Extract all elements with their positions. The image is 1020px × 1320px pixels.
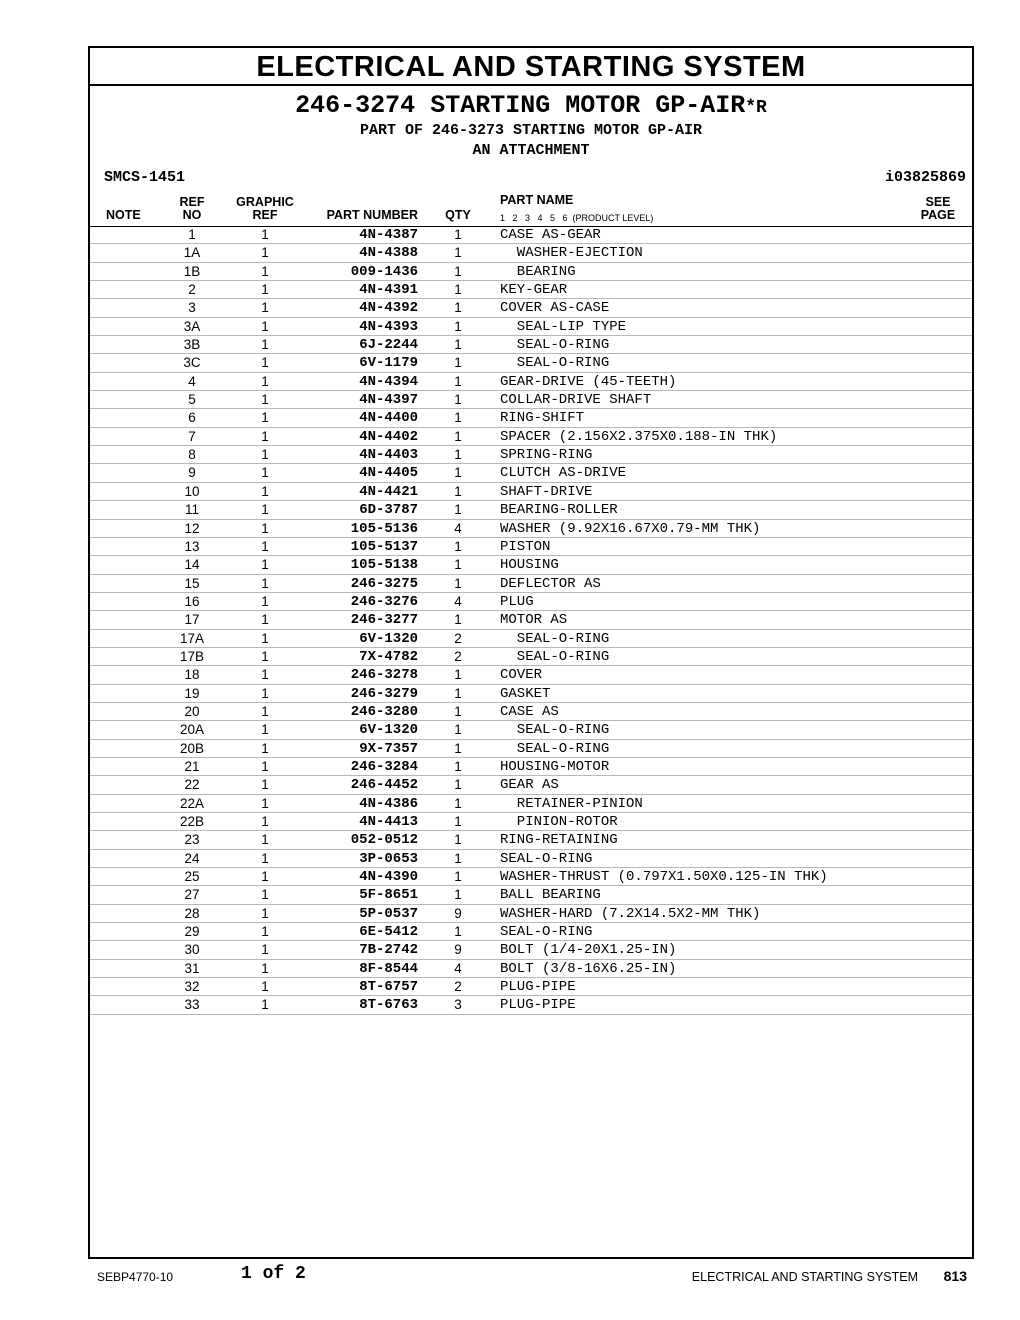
- table-row: [90, 886, 972, 904]
- part-number-cell: 8F-8544: [359, 960, 418, 977]
- qty-cell: 1: [454, 777, 462, 793]
- part-name-cell: WASHER-HARD (7.2X14.5X2-MM THK): [500, 905, 761, 922]
- part-name-cell: CASE AS: [500, 703, 559, 720]
- part-number-cell: 4N-4393: [359, 318, 418, 335]
- part-number-cell: 5P-0537: [359, 905, 418, 922]
- part-name-cell: PISTON: [500, 538, 551, 555]
- part-number-cell: 246-3284: [350, 758, 418, 775]
- ref-no-cell: 24: [184, 850, 200, 866]
- part-number-cell: 4N-4403: [359, 447, 418, 464]
- part-number-cell: 4N-4391: [359, 282, 418, 299]
- ref-no-cell: 30: [184, 942, 200, 958]
- qty-cell: 1: [454, 557, 462, 573]
- part-number-cell: 105-5138: [350, 557, 418, 574]
- qty-cell: 1: [454, 465, 462, 481]
- ref-no-cell: 23: [184, 832, 200, 848]
- graphic-ref-cell: 1: [261, 997, 269, 1013]
- qty-cell: 9: [454, 905, 462, 921]
- table-row: [90, 630, 972, 648]
- part-name-cell: WASHER-EJECTION: [500, 245, 643, 262]
- graphic-ref-cell: 1: [261, 227, 269, 242]
- table-row: [90, 281, 972, 299]
- qty-cell: 1: [454, 447, 462, 463]
- table-row: [90, 923, 972, 941]
- part-number-cell: 6J-2244: [359, 337, 418, 354]
- part-name-cell: PLUG: [500, 593, 534, 610]
- ref-no-cell: 17B: [179, 648, 205, 664]
- qty-cell: 1: [454, 227, 462, 242]
- ref-no-cell: 18: [184, 667, 200, 683]
- part-number-cell: 4N-4421: [359, 483, 418, 500]
- part-number-cell: 009-1436: [350, 263, 418, 280]
- qty-cell: 1: [454, 887, 462, 903]
- col-part-number: PART NUMBER: [326, 208, 418, 222]
- graphic-ref-cell: 1: [261, 648, 269, 664]
- ref-no-cell: 3A: [183, 318, 201, 334]
- graphic-ref-cell: 1: [261, 942, 269, 958]
- footer-system: ELECTRICAL AND STARTING SYSTEM: [691, 1270, 918, 1284]
- col-ref: [162, 196, 222, 222]
- part-name-cell: SEAL-O-RING: [500, 850, 593, 867]
- parts-table-body: [90, 226, 972, 1015]
- part-number-cell: 3P-0653: [359, 850, 418, 867]
- graphic-ref-cell: 1: [261, 850, 269, 866]
- qty-cell: 1: [454, 685, 462, 701]
- graphic-ref-cell: 1: [261, 300, 269, 316]
- ref-no-cell: 1: [188, 227, 196, 242]
- table-row: [90, 483, 972, 501]
- part-number-cell: 4N-4402: [359, 428, 418, 445]
- part-name-cell: RING-RETAINING: [500, 832, 618, 849]
- group-name: STARTING MOTOR GP-AIR: [430, 91, 746, 120]
- ref-no-cell: 22: [184, 777, 200, 793]
- qty-cell: 4: [454, 520, 462, 536]
- table-row: [90, 244, 972, 262]
- table-row: [90, 464, 972, 482]
- illustration-id: i03825869: [884, 169, 966, 186]
- qty-cell: 1: [454, 667, 462, 683]
- ref-no-cell: 4: [188, 373, 196, 389]
- graphic-ref-cell: 1: [261, 428, 269, 444]
- part-number-cell: 6E-5412: [359, 924, 418, 941]
- part-name-cell: DEFLECTOR AS: [500, 575, 601, 592]
- ref-no-cell: 5: [188, 392, 196, 408]
- table-row: [90, 960, 972, 978]
- qty-cell: 1: [454, 795, 462, 811]
- part-number-cell: 246-3276: [350, 593, 418, 610]
- part-number-cell: 8T-6763: [359, 997, 418, 1014]
- ref-no-cell: 1A: [183, 245, 201, 261]
- graphic-ref-cell: 1: [261, 557, 269, 573]
- part-name-cell: SPRING-RING: [500, 447, 593, 464]
- qty-cell: 1: [454, 410, 462, 426]
- table-row: [90, 446, 972, 464]
- part-number-cell: 246-3280: [350, 703, 418, 720]
- ref-no-cell: 16: [184, 593, 200, 609]
- col-graphic: [230, 196, 300, 222]
- ref-no-cell: 27: [184, 887, 200, 903]
- qty-cell: 1: [454, 814, 462, 829]
- graphic-ref-cell: 1: [261, 887, 269, 903]
- graphic-ref-cell: 1: [261, 337, 269, 353]
- part-name-cell: BEARING-ROLLER: [500, 502, 618, 519]
- qty-cell: 2: [454, 979, 462, 995]
- part-name-cell: COLLAR-DRIVE SHAFT: [500, 392, 652, 409]
- table-row: [90, 336, 972, 354]
- graphic-ref-cell: 1: [261, 795, 269, 811]
- graphic-ref-cell: 1: [261, 905, 269, 921]
- qty-cell: 1: [454, 703, 462, 719]
- qty-cell: 1: [454, 575, 462, 591]
- table-row: [90, 776, 972, 794]
- part-number-cell: 246-3278: [350, 667, 418, 684]
- table-row: [90, 703, 972, 721]
- page-number: 813: [943, 1268, 967, 1284]
- table-row: [90, 501, 972, 519]
- qty-cell: 2: [454, 630, 462, 646]
- part-number-cell: 6V-1179: [359, 355, 418, 372]
- part-number-cell: 052-0512: [350, 832, 418, 849]
- table-row: [90, 905, 972, 923]
- part-number-cell: 7B-2742: [359, 942, 418, 959]
- part-name-cell: SEAL-O-RING: [500, 648, 610, 665]
- part-name-cell: WASHER-THRUST (0.797X1.50X0.125-IN THK): [500, 869, 828, 886]
- table-row: [90, 795, 972, 813]
- qty-cell: 1: [454, 318, 462, 334]
- ref-no-cell: 17A: [179, 630, 205, 646]
- qty-cell: 1: [454, 483, 462, 499]
- table-row: [90, 556, 972, 574]
- table-row: [90, 226, 972, 244]
- part-number-cell: 4N-4394: [359, 373, 418, 390]
- part-name-cell: PLUG-PIPE: [500, 997, 576, 1014]
- part-of-line: PART OF 246-3273 STARTING MOTOR GP-AIR: [359, 122, 703, 139]
- table-row: [90, 813, 972, 831]
- part-number-cell: 246-3279: [350, 685, 418, 702]
- part-name-cell: COVER AS-CASE: [500, 300, 610, 317]
- ref-no-cell: 29: [184, 924, 200, 940]
- ref-no-cell: 22B: [179, 814, 205, 829]
- group-title: [90, 92, 972, 122]
- ref-no-cell: 19: [184, 685, 200, 701]
- qty-cell: 4: [454, 593, 462, 609]
- qty-cell: 1: [454, 612, 462, 628]
- qty-cell: 1: [454, 740, 462, 756]
- part-name-cell: SEAL-LIP TYPE: [500, 318, 627, 335]
- table-row: [90, 409, 972, 427]
- col-see-page: [908, 196, 968, 222]
- parts-list-frame: [88, 46, 974, 1259]
- qty-cell: 1: [454, 337, 462, 353]
- col-graphic-bottom: REF: [252, 208, 278, 222]
- qty-cell: 1: [454, 722, 462, 738]
- part-number-cell: 246-3275: [350, 575, 418, 592]
- table-row: [90, 666, 972, 684]
- qty-cell: 3: [454, 997, 462, 1013]
- table-row: [90, 978, 972, 996]
- col-ref-bottom: NO: [182, 208, 202, 222]
- graphic-ref-cell: 1: [261, 814, 269, 829]
- table-row: [90, 648, 972, 666]
- part-number-cell: 105-5136: [350, 520, 418, 537]
- ref-no-cell: 3B: [183, 337, 201, 353]
- smcs-code: SMCS-1451: [104, 169, 186, 186]
- graphic-ref-cell: 1: [261, 483, 269, 499]
- col-qty: QTY: [445, 208, 471, 222]
- graphic-ref-cell: 1: [261, 777, 269, 793]
- graphic-ref-cell: 1: [261, 502, 269, 518]
- qty-cell: 1: [454, 300, 462, 316]
- graphic-ref-cell: 1: [261, 685, 269, 701]
- page-of: 1 of 2: [241, 1264, 306, 1284]
- graphic-ref-cell: 1: [261, 667, 269, 683]
- graphic-ref-cell: 1: [261, 263, 269, 279]
- ref-no-cell: 12: [184, 520, 200, 536]
- qty-cell: 1: [454, 428, 462, 444]
- table-row: [90, 850, 972, 868]
- table-row: [90, 354, 972, 372]
- part-name-cell: SEAL-O-RING: [500, 924, 593, 941]
- graphic-ref-cell: 1: [261, 593, 269, 609]
- qty-cell: 1: [454, 245, 462, 261]
- ref-no-cell: 32: [184, 979, 200, 995]
- qty-cell: 1: [454, 538, 462, 554]
- part-name-cell: SEAL-O-RING: [500, 722, 610, 739]
- part-name-cell: CASE AS-GEAR: [500, 227, 601, 243]
- graphic-ref-cell: 1: [261, 832, 269, 848]
- qty-cell: 1: [454, 869, 462, 885]
- part-name-cell: SEAL-O-RING: [500, 337, 610, 354]
- graphic-ref-cell: 1: [261, 630, 269, 646]
- graphic-ref-cell: 1: [261, 924, 269, 940]
- table-row: [90, 721, 972, 739]
- graphic-ref-cell: 1: [261, 318, 269, 334]
- ref-no-cell: 20: [184, 703, 200, 719]
- part-name-cell: SEAL-O-RING: [500, 355, 610, 372]
- part-name-cell: MOTOR AS: [500, 612, 568, 629]
- part-name-cell: SPACER (2.156X2.375X0.188-IN THK): [500, 428, 778, 445]
- graphic-ref-cell: 1: [261, 392, 269, 408]
- part-number-cell: 4N-4388: [359, 245, 418, 262]
- ref-no-cell: 28: [184, 905, 200, 921]
- part-name-cell: GASKET: [500, 685, 551, 702]
- graphic-ref-cell: 1: [261, 447, 269, 463]
- col-note: NOTE: [106, 208, 141, 222]
- part-name-cell: COVER: [500, 667, 543, 684]
- qty-cell: 1: [454, 282, 462, 298]
- table-row: [90, 868, 972, 886]
- part-number-cell: 5F-8651: [359, 887, 418, 904]
- ref-no-cell: 15: [184, 575, 200, 591]
- table-row: [90, 593, 972, 611]
- ref-no-cell: 8: [188, 447, 196, 463]
- graphic-ref-cell: 1: [261, 520, 269, 536]
- graphic-ref-cell: 1: [261, 575, 269, 591]
- part-name-cell: SEAL-O-RING: [500, 740, 610, 757]
- graphic-ref-cell: 1: [261, 373, 269, 389]
- qty-cell: 1: [454, 355, 462, 371]
- table-row: [90, 685, 972, 703]
- part-name-cell: HOUSING-MOTOR: [500, 758, 610, 775]
- graphic-ref-cell: 1: [261, 740, 269, 756]
- ref-no-cell: 14: [184, 557, 200, 573]
- ref-no-cell: 22A: [179, 795, 205, 811]
- table-row: [90, 611, 972, 629]
- part-number-cell: 4N-4390: [359, 869, 418, 886]
- qty-cell: 1: [454, 758, 462, 774]
- part-name-cell: BOLT (3/8-16X6.25-IN): [500, 960, 677, 977]
- part-number-cell: 6D-3787: [359, 502, 418, 519]
- qty-cell: 1: [454, 502, 462, 518]
- part-number-cell: 8T-6757: [359, 979, 418, 996]
- table-row: [90, 263, 972, 281]
- part-name-cell: BOLT (1/4-20X1.25-IN): [500, 942, 677, 959]
- col-ref-top: REF: [179, 195, 205, 209]
- qty-cell: 1: [454, 392, 462, 408]
- table-row: [90, 831, 972, 849]
- col-product-level: 1 2 3 4 5 6 (PRODUCT LEVEL): [500, 213, 654, 223]
- table-row: [90, 299, 972, 317]
- part-number-cell: 7X-4782: [359, 648, 418, 665]
- ref-no-cell: 7: [188, 428, 196, 444]
- col-graphic-top: GRAPHIC: [236, 195, 294, 209]
- table-row: [90, 575, 972, 593]
- table-row: [90, 318, 972, 336]
- graphic-ref-cell: 1: [261, 355, 269, 371]
- system-title: ELECTRICAL AND STARTING SYSTEM: [90, 48, 972, 86]
- graphic-ref-cell: 1: [261, 465, 269, 481]
- graphic-ref-cell: 1: [261, 869, 269, 885]
- ref-no-cell: 25: [184, 869, 200, 885]
- part-name-cell: RETAINER-PINION: [500, 795, 643, 812]
- attachment-line: AN ATTACHMENT: [472, 142, 590, 159]
- qty-cell: 2: [454, 648, 462, 664]
- part-name-cell: SHAFT-DRIVE: [500, 483, 593, 500]
- table-row: [90, 520, 972, 538]
- ref-no-cell: 9: [188, 465, 196, 481]
- part-number-cell: 4N-4387: [359, 227, 418, 243]
- part-number-cell: 4N-4392: [359, 300, 418, 317]
- qty-cell: 1: [454, 373, 462, 389]
- part-name-cell: KEY-GEAR: [500, 282, 568, 299]
- ref-no-cell: 6: [188, 410, 196, 426]
- part-number-cell: 6V-1320: [359, 630, 418, 647]
- part-number-cell: 4N-4397: [359, 392, 418, 409]
- group-suffix: *R: [745, 98, 767, 118]
- col-see-top: SEE: [925, 195, 951, 209]
- graphic-ref-cell: 1: [261, 703, 269, 719]
- group-number: 246-3274: [295, 91, 416, 120]
- part-number-cell: 4N-4386: [359, 795, 418, 812]
- graphic-ref-cell: 1: [261, 960, 269, 976]
- ref-no-cell: 13: [184, 538, 200, 554]
- ref-no-cell: 31: [184, 960, 200, 976]
- col-part-name: PART NAME: [500, 193, 574, 207]
- col-see-bottom: PAGE: [920, 208, 956, 222]
- graphic-ref-cell: 1: [261, 979, 269, 995]
- part-number-cell: 6V-1320: [359, 722, 418, 739]
- table-row: [90, 758, 972, 776]
- qty-cell: 1: [454, 832, 462, 848]
- graphic-ref-cell: 1: [261, 722, 269, 738]
- ref-no-cell: 21: [184, 758, 200, 774]
- part-name-cell: GEAR AS: [500, 777, 559, 794]
- ref-no-cell: 3C: [183, 355, 201, 371]
- table-row: [90, 740, 972, 758]
- ref-no-cell: 20B: [179, 740, 205, 756]
- graphic-ref-cell: 1: [261, 410, 269, 426]
- table-row: [90, 391, 972, 409]
- graphic-ref-cell: 1: [261, 282, 269, 298]
- part-name-cell: PINION-ROTOR: [500, 814, 618, 830]
- part-number-cell: 246-4452: [350, 777, 418, 794]
- ref-no-cell: 3: [188, 300, 196, 316]
- ref-no-cell: 1B: [183, 263, 201, 279]
- part-name-cell: BEARING: [500, 263, 576, 280]
- qty-cell: 1: [454, 850, 462, 866]
- part-name-cell: BALL BEARING: [500, 887, 601, 904]
- part-name-cell: RING-SHIFT: [500, 410, 585, 427]
- graphic-ref-cell: 1: [261, 538, 269, 554]
- table-row: [90, 538, 972, 556]
- part-name-cell: CLUTCH AS-DRIVE: [500, 465, 627, 482]
- part-name-cell: HOUSING: [500, 557, 559, 574]
- table-row: [90, 428, 972, 446]
- part-name-cell: PLUG-PIPE: [500, 979, 576, 996]
- qty-cell: 1: [454, 924, 462, 940]
- part-number-cell: 9X-7357: [359, 740, 418, 757]
- ref-no-cell: 2: [188, 282, 196, 298]
- graphic-ref-cell: 1: [261, 612, 269, 628]
- qty-cell: 1: [454, 263, 462, 279]
- page-footer: [0, 1262, 1020, 1292]
- part-number-cell: 4N-4413: [359, 814, 418, 830]
- ref-no-cell: 17: [184, 612, 200, 628]
- ref-no-cell: 10: [184, 483, 200, 499]
- part-name-cell: GEAR-DRIVE (45-TEETH): [500, 373, 677, 390]
- qty-cell: 9: [454, 942, 462, 958]
- doc-code: SEBP4770-10: [97, 1270, 174, 1284]
- qty-cell: 4: [454, 960, 462, 976]
- part-number-cell: 246-3277: [350, 612, 418, 629]
- table-row: [90, 373, 972, 391]
- part-number-cell: 105-5137: [350, 538, 418, 555]
- ref-no-cell: 20A: [179, 722, 205, 738]
- graphic-ref-cell: 1: [261, 245, 269, 261]
- table-row: [90, 941, 972, 959]
- table-row: [90, 996, 972, 1014]
- part-number-cell: 4N-4400: [359, 410, 418, 427]
- part-name-cell: WASHER (9.92X16.67X0.79-MM THK): [500, 520, 761, 537]
- part-name-cell: SEAL-O-RING: [500, 630, 610, 647]
- part-number-cell: 4N-4405: [359, 465, 418, 482]
- graphic-ref-cell: 1: [261, 758, 269, 774]
- ref-no-cell: 11: [184, 502, 199, 518]
- ref-no-cell: 33: [184, 997, 200, 1013]
